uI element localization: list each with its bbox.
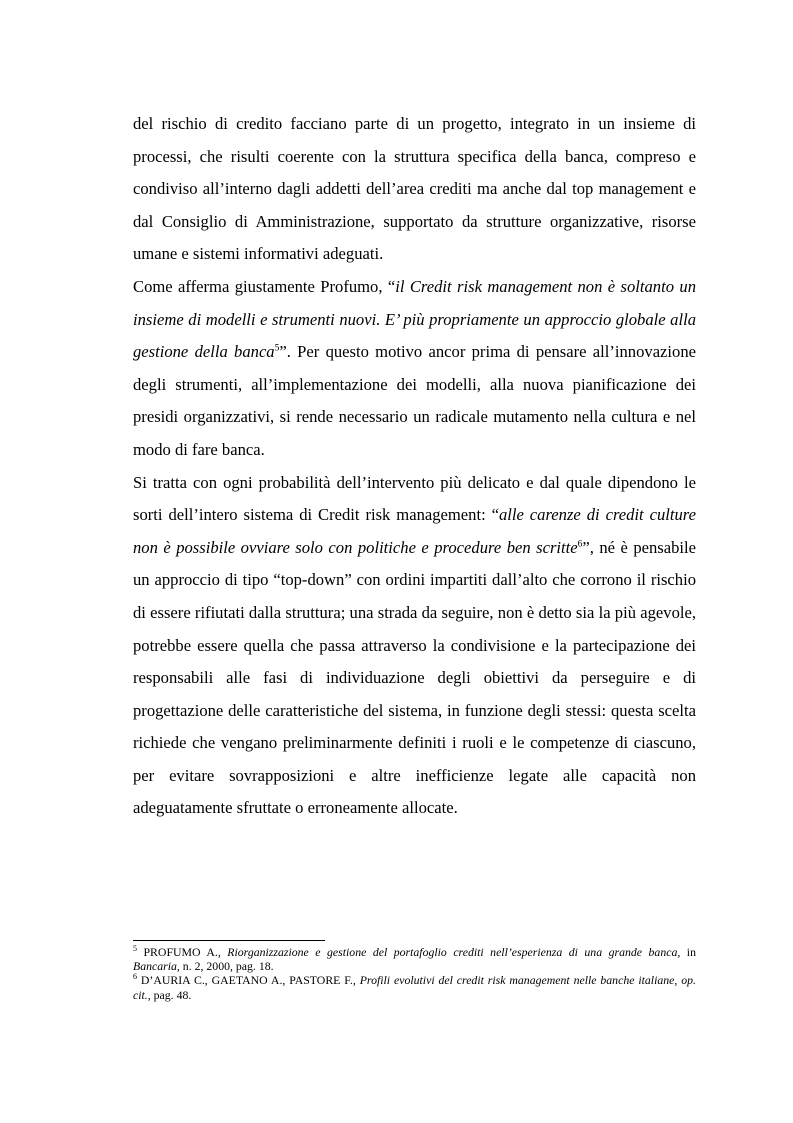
- footnote-ref-5[interactable]: 5: [274, 343, 280, 354]
- body-text: [133, 108, 696, 825]
- quote-credit-culture: alle carenze di credit culture non è possibile ovviare solo con politiche e procedure ben scritte: [133, 505, 696, 557]
- footnote-number: 5: [133, 944, 137, 954]
- footnote-author: D’AURIA C., GAETANO A., PASTORE F.,: [137, 973, 360, 988]
- footnote-6: [133, 973, 696, 1001]
- paragraph-3-text: Si tratta con ogni probabilità dell’intervento più delicato e dal quale dipendono le sorti dell’intero sistema di Credit risk management: “: [133, 472, 696, 525]
- paragraph-2: [133, 271, 696, 467]
- footnote-title: Profili evolutivi del credit risk management nelle banche italiane, op. cit.: [133, 973, 696, 1002]
- paragraph-2-text-cont: ”. Per questo motivo ancor prima di pensare all’innovazione degli strumenti, all’implementazione dei modelli, alla nuova pianificazione dei presidi organizzativi, si rende necessario un radicale mutamento nella cultura e nel modo di fare banca.: [133, 342, 696, 459]
- footnotes: [133, 945, 696, 1002]
- footnote-5: [133, 945, 696, 973]
- footnote-ref-6[interactable]: 6: [577, 539, 583, 550]
- paragraph-3: [133, 467, 696, 826]
- footnote-title: Riorganizzazione e gestione del portafoglio crediti nell’esperienza di una grande banca,: [227, 945, 681, 959]
- footnote-author: PROFUMO A.,: [137, 945, 228, 959]
- paragraph-2-text: Come afferma giustamente Profumo, “: [133, 276, 396, 296]
- quote-profumo: il Credit risk management non è soltanto un insieme di modelli e strumenti nuovi. E’ più propriamente un approccio globale alla gestione della banca: [133, 276, 696, 362]
- footnote-journal: Bancaria,: [133, 959, 180, 974]
- paragraph-3-text-cont: ”, né è pensabile un approccio di tipo “top-down” con ordini impartiti dall’alto che corrono il rischio di essere rifiutati dalla struttura; una strada da seguire, non è detto sia la più agevole, potrebbe essere quella che passa attraverso la condivisione e la partecipazione dei responsabili alle fasi di individuazione degli obiettivi da perseguire e di progettazione delle caratteristiche del sistema, in funzione degli stessi: questa scelta richiede che vengano preliminarmente definiti i ruoli e le competenze di ciascuno, per evitare sovrapposizioni e altre inefficienze legate alle capacità non adeguatamente sfruttate o erroneamente allocate.: [133, 537, 696, 818]
- footnote-text: , pag. 48.: [147, 987, 192, 1002]
- footnote-number: 6: [133, 972, 137, 982]
- paragraph-1: [133, 108, 696, 271]
- footnote-text: n. 2, 2000, pag. 18.: [179, 959, 274, 974]
- footnote-divider: [133, 940, 325, 941]
- paragraph-1-text: del rischio di credito facciano parte di un progetto, integrato in un insieme di processi, che risulti coerente con la struttura specifica della banca, compreso e condiviso all’interno dagli addetti dell’area crediti ma anche dal top management e dal Consiglio di Amministrazione, supportato da strutture organizzative, risorse umane e sistemi informativi adeguati.: [133, 114, 696, 264]
- footnote-text: in: [680, 945, 696, 959]
